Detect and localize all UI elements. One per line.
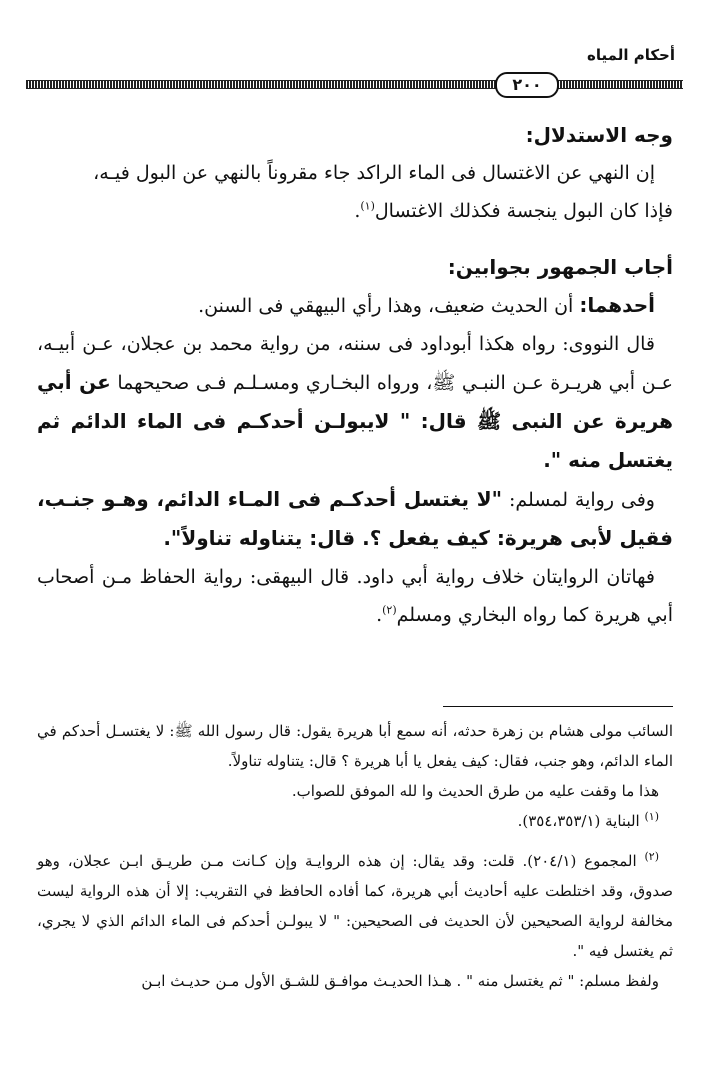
- nawawi-text: قال النووى: رواه هكذا أبوداود فى سننه، من رواية محمد بن عجلان، عـن أبيـه، عـن أبي هريـرة عـن النبـي ﷺ، ورواه البخـاري ومسـلـم فـى صحيحهما: [37, 333, 673, 394]
- paragraph-muslim-narration: [37, 480, 673, 558]
- paragraph-nawawi: [37, 325, 673, 480]
- section-heading-majority: أجاب الجمهور بجوابين:: [447, 255, 673, 279]
- muslim-hadith-bold: "لا يغتسل أحدكـم فى المـاء الدائم، وهـو جنـب، فقيل لأبى هريرة: كيف يفعل ؟. قال: يتناوله تناولاً".: [37, 487, 673, 550]
- paragraph-end-mark-2: .: [376, 604, 383, 626]
- footnote-ref-1: (١): [360, 199, 375, 213]
- paragraph-inference-line2: فإذا كان البول ينجسة فكذلك الاغتسال: [374, 200, 673, 222]
- paragraph-inference-line1: إن النهي عن الاغتسال فى الماء الراكد جاء مقروناً بالنهي عن البول فيـه،: [93, 162, 655, 184]
- footnote-1: [37, 806, 673, 836]
- footnote-2: [37, 846, 673, 966]
- paragraph-end-mark: .: [354, 200, 361, 222]
- paragraph-inference: [37, 154, 673, 230]
- bayhaqi-text: فهاتان الروايتان خلاف رواية أبي داود. قال البيهقى: رواية الحفاظ مـن أصحاب أبي هريرة كما رواه البخاري ومسلم: [37, 566, 673, 626]
- first-answer-label: أحدهما:: [579, 293, 655, 317]
- footnote-separator: [443, 706, 673, 707]
- footnote-2-marker: (٢): [644, 850, 659, 863]
- footnote-ref-2: (٢): [382, 603, 397, 617]
- muslim-intro: وفى رواية لمسلم:: [502, 489, 655, 511]
- footnotes: [37, 716, 673, 996]
- running-header-title: أحكام المياه: [587, 46, 675, 64]
- first-answer-text: أن الحديث ضعيف، وهذا رأي البيهقي فى السنن.: [198, 295, 580, 317]
- main-text: [37, 112, 673, 634]
- footnote-continued: السائب مولى هشام بن زهرة حدثه، أنه سمع أبا هريرة يقول: قال رسول الله ﷺ: لا يغتسـل أحدكم في الماء الدائم، وهو جنب، فقال: كيف يفعل يا أبا هريرة ؟ قال: يتناوله تناولاً.: [37, 722, 673, 770]
- footnote-continued-closing: هذا ما وقفت عليه من طرق الحديث وا لله الموفق للصواب.: [291, 782, 659, 800]
- footnote-1-marker: (١): [644, 810, 659, 823]
- footnote-2-text: المجموع (٢٠٤/١). قلت: وقد يقال: إن هذه الروايـة وإن كـانت مـن طريـق ابـن عجلان، وهو صدوق، وقد اختلطت عليه أحاديث أبي هريرة، كما أفاده الحافظ في التقريب: إلا أن هذه الرواية ليست مخالفة لرواية الصحيحين لأن الحديث فى الصحيحين: " لا يبولـن أحدكم فى الماء الدائم الذي لا يجري، ثم يغتسل فيه ".: [37, 852, 673, 960]
- paragraph-bayhaqi: [37, 558, 673, 634]
- footnote-1-text: البناية (٣٥٤،٣٥٣/١).: [517, 812, 645, 830]
- page-number: ٢٠٠: [495, 72, 559, 98]
- footnote-2-continuation: ولفظ مسلم: " ثم يغتسل منه " . هـذا الحديـث موافـق للشـق الأول مـن حديـث ابـن: [141, 972, 659, 990]
- section-heading-inference: وجه الاستدلال:: [525, 123, 673, 147]
- hadith-text-bold: عن أبي هريرة عن النبى ﷺ قال: " لايبولـن أحدكـم فى الماء الدائم ثم يغتسل منه ".: [37, 370, 673, 472]
- paragraph-first-answer: [37, 286, 673, 325]
- header-rule: [26, 80, 683, 89]
